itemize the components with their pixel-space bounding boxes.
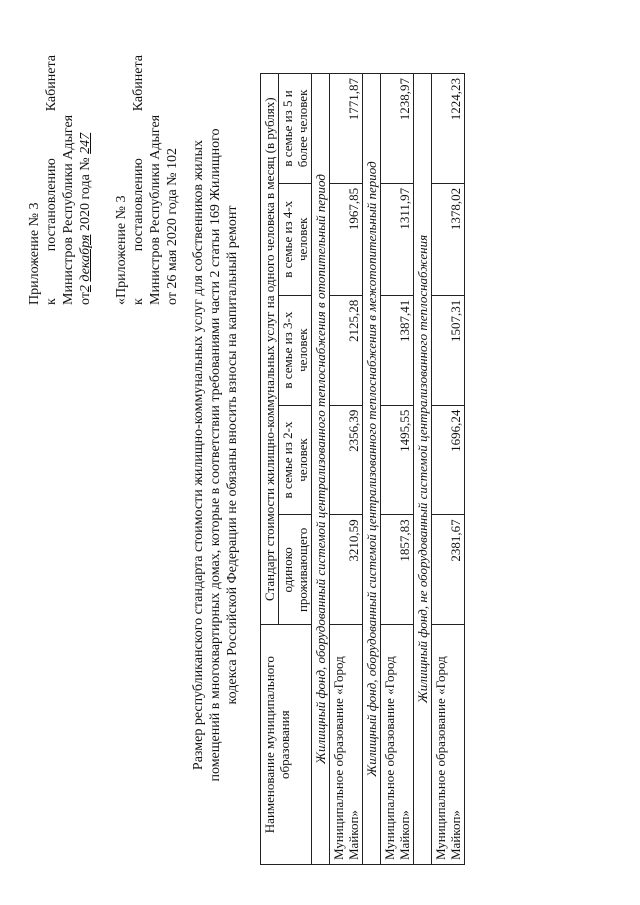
header-municipality: Наименование муниципального образования bbox=[261, 625, 312, 865]
table-header-row bbox=[261, 74, 279, 865]
appendix-new-line2: к постановлению Кабинета bbox=[44, 55, 59, 305]
appendix-new-line1: Приложение № 3 bbox=[27, 202, 42, 305]
value-cell: 1224,23 bbox=[432, 74, 465, 184]
value-cell: 1495,55 bbox=[381, 405, 414, 515]
value-cell: 2381,67 bbox=[432, 515, 465, 625]
section-heading-row bbox=[414, 74, 432, 865]
document-title bbox=[190, 115, 241, 795]
appendix-old-line2: к постановлению Кабинета bbox=[131, 55, 146, 305]
appendix-old-line1: «Приложение № 3 bbox=[114, 195, 129, 305]
appendix-old-line4: от 26 мая 2020 года № 102 bbox=[165, 147, 180, 305]
subheader-family-5plus: в семье из 5 и более человек bbox=[279, 74, 312, 184]
section-heading: Жилищный фонд, оборудованный системой централизованного теплоснабжения в межотопительный период bbox=[363, 74, 381, 865]
standards-table bbox=[260, 73, 465, 865]
title-line1: Размер республиканского стандарта стоимости жилищно-коммунальных услуг для собственников жилых bbox=[191, 139, 206, 771]
title-line2: помещений в многоквартирных домах, которые в соответствии требованиями части 2 статьи 169 Жилищного bbox=[208, 128, 223, 782]
table-row bbox=[330, 74, 363, 865]
value-cell: 2125,28 bbox=[330, 295, 363, 405]
subheader-family-2: в семье из 2-х человек bbox=[279, 405, 312, 515]
value-cell: 1771,87 bbox=[330, 74, 363, 184]
value-cell: 1696,24 bbox=[432, 405, 465, 515]
subheader-family-3: в семье из 3-х человек bbox=[279, 295, 312, 405]
appendix-new-line3: Министров Республики Адыгея bbox=[61, 114, 76, 305]
value-cell: 1378,02 bbox=[432, 183, 465, 295]
section-heading-row bbox=[312, 74, 330, 865]
row-municipality-name: Муниципальное образование «Город Майкоп» bbox=[381, 625, 414, 865]
appendix-new-line4: от2 декабря 2020 года № 247 bbox=[78, 132, 93, 305]
section-heading: Жилищный фонд, не оборудованный системой централизованного теплоснабжения bbox=[414, 74, 432, 865]
value-cell: 1967,85 bbox=[330, 183, 363, 295]
handwritten-month: декабря bbox=[78, 234, 93, 282]
section-heading: Жилищный фонд, оборудованный системой централизованного теплоснабжения в отопительный период bbox=[312, 74, 330, 865]
rotated-content bbox=[20, 25, 610, 885]
appendix-old-line3: Министров Республики Адыгея bbox=[148, 114, 163, 305]
title-line3: кодекса Российской Федерации не обязаны вносить взносы на капитальный ремонт bbox=[225, 205, 240, 705]
value-cell: 2356,39 bbox=[330, 405, 363, 515]
header-standard-group: Стандарт стоимости жилищно-коммунальных услуг на одного человека в месяц (в рублях) bbox=[261, 74, 279, 625]
value-cell: 1238,97 bbox=[381, 74, 414, 184]
value-cell: 1857,83 bbox=[381, 515, 414, 625]
section-heading-row bbox=[363, 74, 381, 865]
subheader-single: одиноко проживающего bbox=[279, 515, 312, 625]
handwritten-number: 247 bbox=[78, 132, 93, 154]
appendix-new-header bbox=[26, 55, 94, 305]
value-cell: 1507,31 bbox=[432, 295, 465, 405]
subheader-family-4: в семье из 4-х человек bbox=[279, 183, 312, 295]
table-row bbox=[432, 74, 465, 865]
handwritten-day: 2 bbox=[78, 285, 93, 293]
value-cell: 1387,41 bbox=[381, 295, 414, 405]
value-cell: 3210,59 bbox=[330, 515, 363, 625]
row-municipality-name: Муниципальное образование «Город Майкоп» bbox=[330, 625, 363, 865]
table-row bbox=[381, 74, 414, 865]
value-cell: 1311,97 bbox=[381, 183, 414, 295]
appendix-old-header bbox=[113, 55, 181, 305]
row-municipality-name: Муниципальное образование «Город Майкоп» bbox=[432, 625, 465, 865]
